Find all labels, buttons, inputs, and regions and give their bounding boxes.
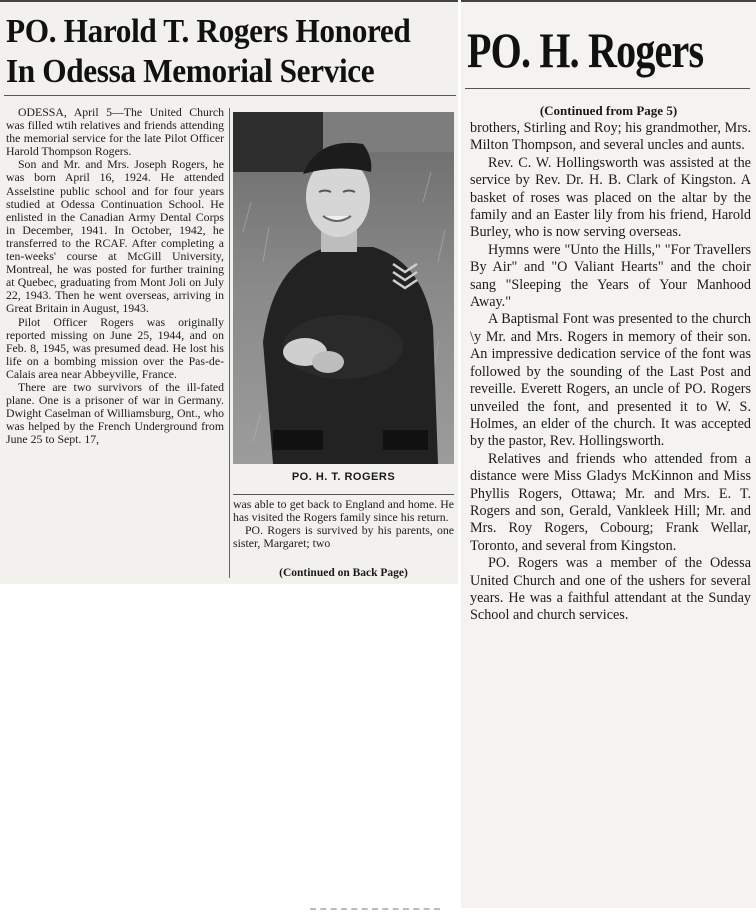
left-article-clipping (0, 0, 458, 584)
portrait-photo (233, 112, 454, 464)
continued-on-note: (Continued on Back Page) (279, 567, 408, 579)
paragraph: Relatives and friends who attended from a distance were Miss Gladys McKinnon and Miss Phyllis Rogers, Ottawa; Mr. and Mrs. E. T. Rogers and son, Gerald, Vankleek Hill; Mr. and Mrs. Roy Rogers, Cobourg; Frank Wellar, Toronto, and several from Kingston. (470, 450, 751, 554)
paragraph: was able to get back to England and home. He has visited the Rogers family since his return. (233, 497, 454, 525)
article-headline (6, 12, 422, 92)
paragraph: brothers, Stirling and Roy; his grandmother, Mrs. Milton Thompson, and several uncles and aunts. (470, 120, 751, 154)
paragraph: ODESSA, April 5—The United Church was filled wtih relatives and friends attending the memorial service for the late Pilot Officer Harold Thompson Rogers. (6, 105, 224, 159)
article-column (470, 120, 751, 625)
article-column-1 (6, 106, 224, 446)
paragraph: PO. Rogers is survived by his parents, one sister, Margaret; two (233, 523, 454, 551)
headline-rule (4, 95, 456, 96)
continued-from-note: (Continued from Page 5) (539, 103, 678, 118)
bottom-divider (310, 908, 440, 914)
paragraph: PO. Rogers was a member of the Odessa United Church and one of the ushers for several years. He was a faithful attendant at the Sunday School and church services. (470, 555, 751, 624)
paragraph: Hymns were "Unto the Hills," "For Travellers By Air" and "O Valiant Hearts" and the choir sang "Sleeping the Years of Your Manhood Away." (470, 241, 751, 311)
paragraph: Son and Mr. and Mrs. Joseph Rogers, he was born April 16, 1924. He attended Asselstine public school and for four years studied at Odessa Continuation School. He enlisted in the Canadian Army Dental Corps in December, 1941. In October, 1942, he transferred to the RCAF. After completing a ten-weeks' course at McGill University, Montreal, he was posted for further training at Quebec, graduating from Mont Joli on July 22, 1943. Then he went overseas, arriving in Great Britain in August, 1943. (6, 157, 224, 316)
caption-rule (233, 494, 454, 495)
photo-caption: PO. H. T. ROGERS (291, 471, 396, 483)
article-headline: PO. H. Rogers (467, 22, 704, 78)
headline-line-2: In Odessa Memorial Service (6, 53, 375, 90)
headline-rule (465, 88, 750, 89)
right-article-clipping (461, 0, 756, 908)
headline-line-1: PO. Harold T. Rogers Honored (6, 13, 411, 50)
paragraph: Pilot Officer Rogers was originally reported missing on June 25, 1944, and on Feb. 8, 1945, was presumed dead. He lost his life on a bombing mission over the Pas-de-Calais area near Abbeyville, France. (6, 314, 224, 381)
column-divider (229, 108, 230, 578)
article-column-2 (233, 498, 454, 550)
paragraph: Rev. C. W. Hollingsworth was assisted at the service by Rev. Dr. H. B. Clark of Kingston. A basket of roses was placed on the altar by the family and an Easter lily from his friend, Harold Burley, who is now serving overseas. (470, 154, 751, 241)
top-rule (0, 0, 458, 2)
paragraph: A Baptismal Font was presented to the church \y Mr. and Mrs. Rogers in memory of their son. An impressive dedication service of the font was followed by the sounding of the Last Post and reveille. Everett Rogers, an uncle of PO. Rogers unveiled the font, and presented it to W. S. Holmes, an elder of the church. It was accepted by the pastor, Rev. Hollingsworth. (470, 311, 751, 450)
paragraph: There are two survivors of the ill-fated plane. One is a prisoner of war in Germany. Dwight Caselman of Williamsburg, Ont., who was helped by the French Underground from June 25 to Sept. 17, (6, 379, 224, 447)
top-rule (461, 0, 756, 2)
soldier-portrait-image (233, 112, 454, 464)
